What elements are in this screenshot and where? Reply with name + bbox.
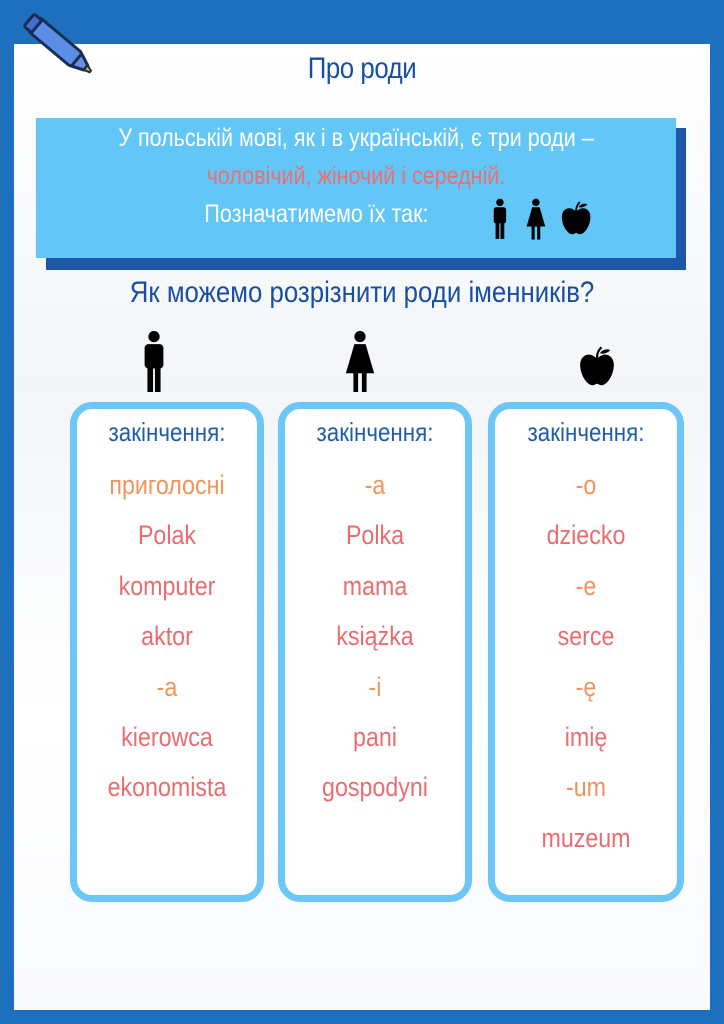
list-item: pani xyxy=(353,721,397,752)
list-item: ekonomista xyxy=(107,772,227,803)
list-item: приголосні xyxy=(109,470,225,500)
list-item: aktor xyxy=(141,621,193,652)
info-line-1: У польській мові, як і в українській, є три роди – xyxy=(118,124,594,152)
feminine-column xyxy=(278,402,472,902)
list-item: -e xyxy=(575,570,597,601)
man-icon xyxy=(494,199,506,239)
woman-icon xyxy=(527,199,546,240)
info-line-3-text: Позначатимемо їх так: xyxy=(204,200,429,228)
list-item: Polka xyxy=(345,520,405,551)
woman-icon xyxy=(344,330,376,392)
list-item: muzeum xyxy=(541,822,631,853)
list-item: gospodyni xyxy=(322,772,428,803)
list-item: komputer xyxy=(118,570,216,601)
man-icon xyxy=(138,330,170,392)
column-heading: закінчення: xyxy=(316,417,434,447)
list-item: dziecko xyxy=(546,520,626,551)
page-title: Про роди xyxy=(307,52,417,85)
list-item: -a xyxy=(364,470,386,500)
neuter-column xyxy=(488,402,684,902)
neuter-examples xyxy=(495,465,677,868)
list-item: -ę xyxy=(575,671,597,702)
gender-icons-row xyxy=(488,198,598,240)
list-item: Polak xyxy=(137,520,197,551)
list-item: serce xyxy=(557,621,615,652)
list-item: -i xyxy=(368,671,382,702)
apple-icon xyxy=(578,344,616,390)
list-item: imię xyxy=(564,721,608,752)
info-banner xyxy=(36,118,676,258)
apple-icon xyxy=(562,202,591,234)
column-heading: закінчення: xyxy=(527,417,645,447)
column-heading: закінчення: xyxy=(108,417,226,447)
list-item: -um xyxy=(566,772,606,803)
section-question: Як можемо розрізнити роди іменників? xyxy=(129,276,595,309)
list-item: kierowca xyxy=(121,721,213,752)
feminine-examples xyxy=(285,465,465,818)
list-item: mama xyxy=(342,570,408,601)
masculine-column xyxy=(70,402,264,902)
list-item: -a xyxy=(156,671,178,702)
list-item: książka xyxy=(336,621,414,652)
info-line-genders: чоловічий, жіночий і середній. xyxy=(206,162,506,190)
masculine-examples xyxy=(77,465,257,818)
list-item: -o xyxy=(575,470,597,500)
